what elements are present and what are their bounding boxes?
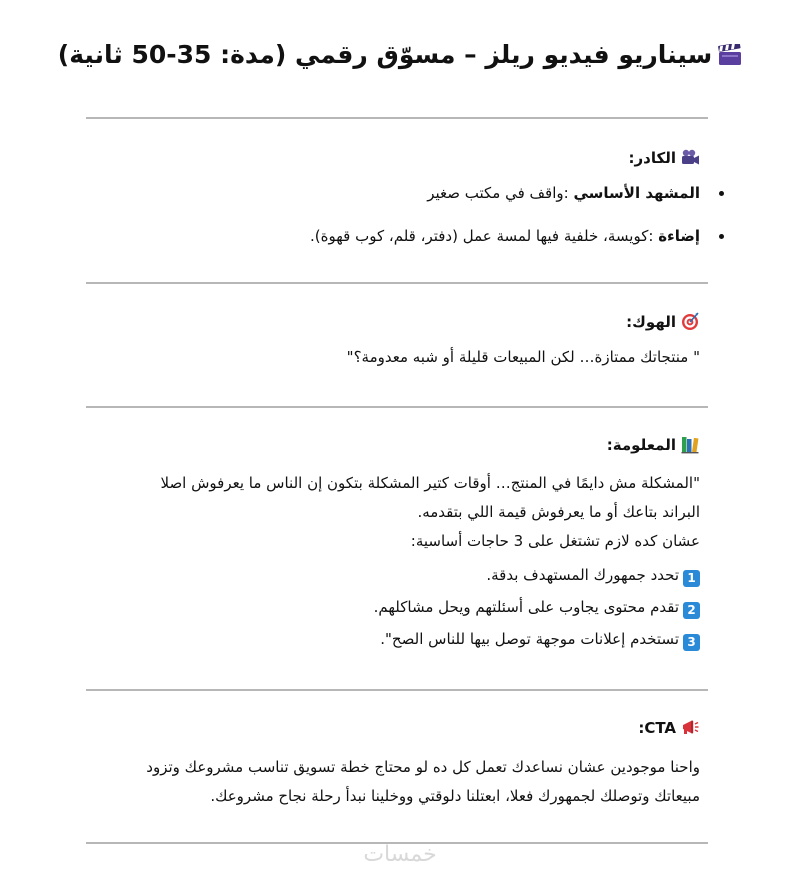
heading-text: المعلومة: [606,436,676,454]
keycap-number-icon: 2 [683,602,700,619]
list-item [310,227,700,245]
item-label: المشهد الأساسي [573,184,700,202]
info-line-2: البراند بتاعك أو ما يعرفوش قيمة اللي بتقدمه. [417,503,700,521]
watermark: خمسات [363,842,437,867]
heading-text: الهوك: [626,313,676,331]
section-heading-frame [629,147,700,167]
info-line-1: "المشكلة مش دايمًا في المنتج… أوقات كتير المشكلة بتكون إن الناس ما يعرفوش اصلا [160,474,700,492]
section-heading-info [607,434,700,454]
target-icon [680,311,700,331]
item-label: إضاءة [658,227,700,245]
list-item [427,184,700,202]
books-icon [680,434,700,454]
hook-text: " منتجاتك ممتازة… لكن المبيعات قليلة أو شبه معدومة؟" [346,348,700,366]
cta-line-2: مبيعاتك وتوصلك لجمهورك فعلا، ابعتلنا دلوقتي ووخلينا نبدأ رحلة نجاح مشروعك. [210,787,700,805]
numbered-item [486,566,700,587]
item-text: :كويسة، خلفية فيها لمسة عمل (دفتر، قلم، كوب قهوة). [310,227,654,245]
divider [86,406,708,408]
numbered-item-text: تحدد جمهورك المستهدف بدقة. [486,566,679,584]
bullet [719,234,724,239]
numbered-item [374,598,700,619]
keycap-number-icon: 1 [683,570,700,587]
info-line-3: عشان كده لازم تشتغل على 3 حاجات أساسية: [410,532,700,550]
heading-text: CTA: [638,719,676,737]
clapperboard-icon [718,44,742,66]
heading-text: الكادر: [628,149,676,167]
numbered-item-text: تقدم محتوى يجاوب على أسئلتهم ويحل مشاكلهم. [373,598,679,616]
page-title [0,40,800,69]
keycap-number-icon: 3 [683,634,700,651]
title-text: سيناريو فيديو ريلز – مسوّق رقمي (مدة: 35-50 ثانية) [57,40,713,69]
item-text: :واقف في مكتب صغير [427,184,569,202]
divider [86,117,708,119]
numbered-item-text: تستخدم إعلانات موجهة توصل بيها للناس الصح". [380,630,679,648]
divider [86,282,708,284]
megaphone-icon [680,717,700,737]
bullet [719,191,724,196]
divider [86,689,708,691]
section-heading-hook [626,311,700,331]
section-heading-cta [638,717,700,737]
movie-camera-icon [680,147,700,167]
cta-line-1: واحنا موجودين عشان نساعدك تعمل كل ده لو محتاج خطة تسويق تناسب مشروعك وتزود [146,758,700,776]
numbered-item [380,630,700,651]
